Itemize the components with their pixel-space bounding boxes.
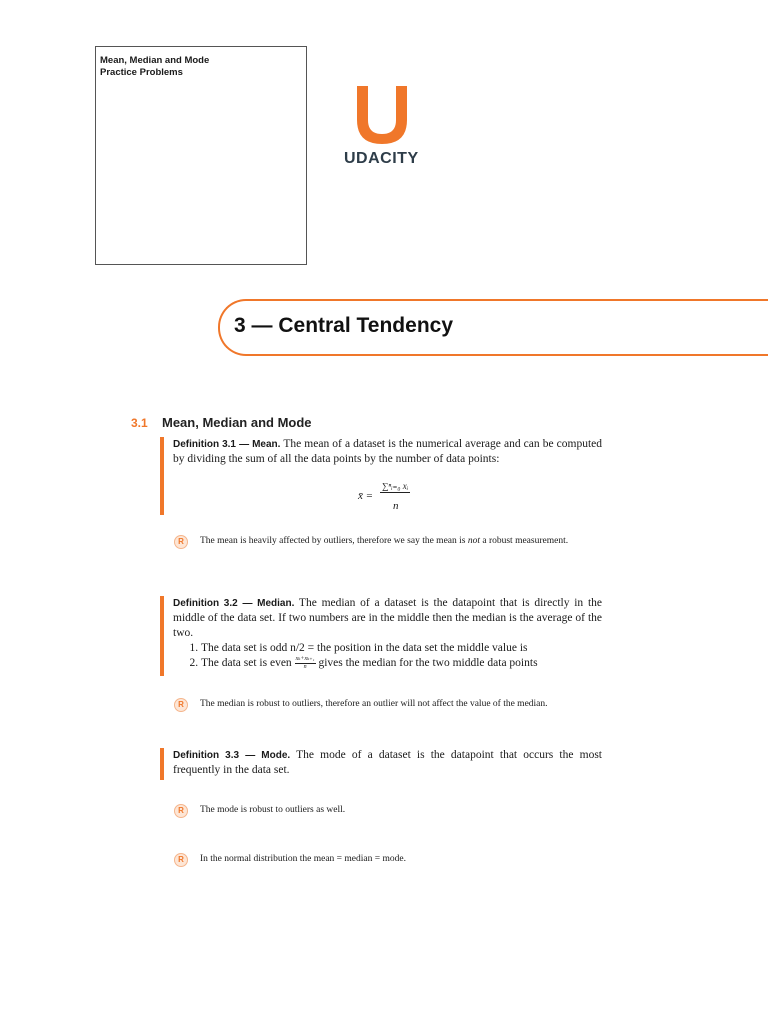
list-item: 2. The data set is even $\frac{\text{xₖ+xₖ₊₁}}{n}$ gives the median for the two middle data points xyxy=(201,656,602,671)
section-title: Mean, Median and Mode xyxy=(162,415,312,430)
definition-median xyxy=(160,596,602,676)
remark-mode xyxy=(174,804,584,816)
definition-label: Definition 3.2 xyxy=(173,598,238,609)
remark-normal-distribution xyxy=(174,853,584,865)
remark-icon: R xyxy=(174,698,188,712)
definition-label: Definition 3.3 xyxy=(173,750,240,761)
remark-icon: R xyxy=(174,853,188,867)
chapter-title: 3 — Central Tendency xyxy=(234,314,454,337)
section-number: 3.1 xyxy=(131,416,148,430)
definition-label: Definition 3.1 xyxy=(173,439,236,450)
definition-name: — Mode. xyxy=(245,750,291,761)
remark-mean xyxy=(174,535,584,547)
formula-numerator: ∑ⁿᵢ₌₀ xᵢ xyxy=(382,481,409,491)
remark-icon: R xyxy=(174,804,188,818)
remark-text: The mean is heavily affected by outliers, therefore we say the mean is not a robust measurement. xyxy=(200,536,569,546)
formula-lhs: x̄ = xyxy=(358,490,374,502)
title-box xyxy=(95,46,307,265)
mean-formula xyxy=(358,481,428,515)
formula-denominator: n xyxy=(393,500,399,512)
logo-text: UDACITY xyxy=(344,150,419,167)
remark-icon: R xyxy=(174,535,188,549)
median-cases-list xyxy=(173,641,602,671)
remark-text: In the normal distribution the mean = median = mode. xyxy=(200,854,406,864)
definition-name: — Mean. xyxy=(239,439,281,450)
remark-text: The mode is robust to outliers as well. xyxy=(200,805,346,815)
remark-median xyxy=(174,698,584,710)
list-item: 1. The data set is odd n/2 = the position in the data set the middle value is xyxy=(201,641,602,656)
definition-name: — Median. xyxy=(242,598,295,609)
title-line-2: Practice Problems xyxy=(100,67,183,78)
definition-mode xyxy=(160,748,602,780)
definition-body: The median of a dataset is the datapoint that is directly in the middle of the data set. If two numbers are in the middle then the median is the average of the two. xyxy=(173,597,602,639)
definition-body: The mean of a dataset is the numerical average and can be computed by dividing the sum of all the data points by the number of data points: xyxy=(173,438,602,465)
definition-body: The mode of a dataset is the datapoint that occurs the most frequently in the data set. xyxy=(173,749,603,776)
remark-text: The median is robust to outliers, therefore an outlier will not affect the value of the median. xyxy=(200,699,548,709)
title-line-1: Mean, Median and Mode xyxy=(100,55,210,66)
